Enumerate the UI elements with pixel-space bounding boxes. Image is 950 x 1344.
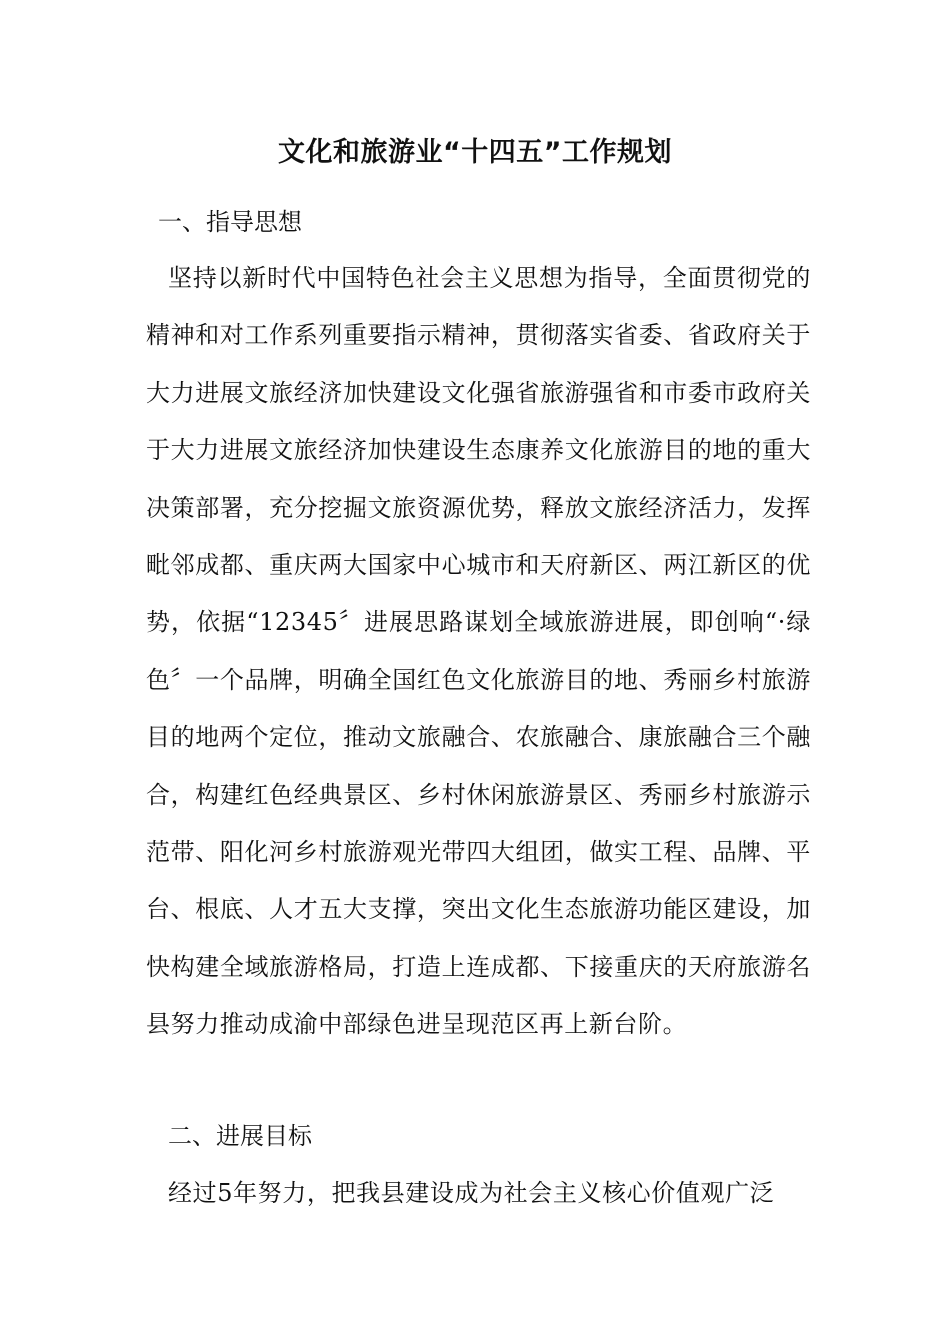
section-heading-guiding-ideology: 一、指导思想 [158, 208, 302, 236]
section-paragraph-guiding-ideology: 坚持以新时代中国特色社会主义思想为指导，全面贯彻党的精神和对工作系列重要指示精神，贯彻落实省委、省政府关于大力进展文旅经济加快建设文化强省旅游强省和市委市政府关于大力进展文旅经济加快建设生态康养文化旅游目的地的重大决策部署，充分挖掘文旅资源优势，释放文旅经济活力，发挥毗邻成都、重庆两大国家中心城市和天府新区、两江新区的优势，依据“12345〞进展思路谋划全域旅游进展，即创响“·绿色〞一个品牌，明确全国红色文化旅游目的地、秀丽乡村旅游目的地两个定位，推动文旅融合、农旅融合、康旅融合三个融合，构建红色经典景区、乡村休闲旅游景区、秀丽乡村旅游示范带、阳化河乡村旅游观光带四大组团，做实工程、品牌、平台、根底、人才五大支撑，突出文化生态旅游功能区建设，加快构建全域旅游格局，打造上连成都、下接重庆的天府旅游名县努力推动成渝中部绿色进呈现范区再上新台阶。 [146, 264, 811, 1039]
section-heading-development-goals: 二、进展目标 [168, 1122, 312, 1150]
section-paragraph-development-goals: 经过5年努力，把我县建设成为社会主义核心价值观广泛 [168, 1179, 775, 1207]
document-title: 文化和旅游业“十四五”工作规划 [278, 137, 672, 168]
